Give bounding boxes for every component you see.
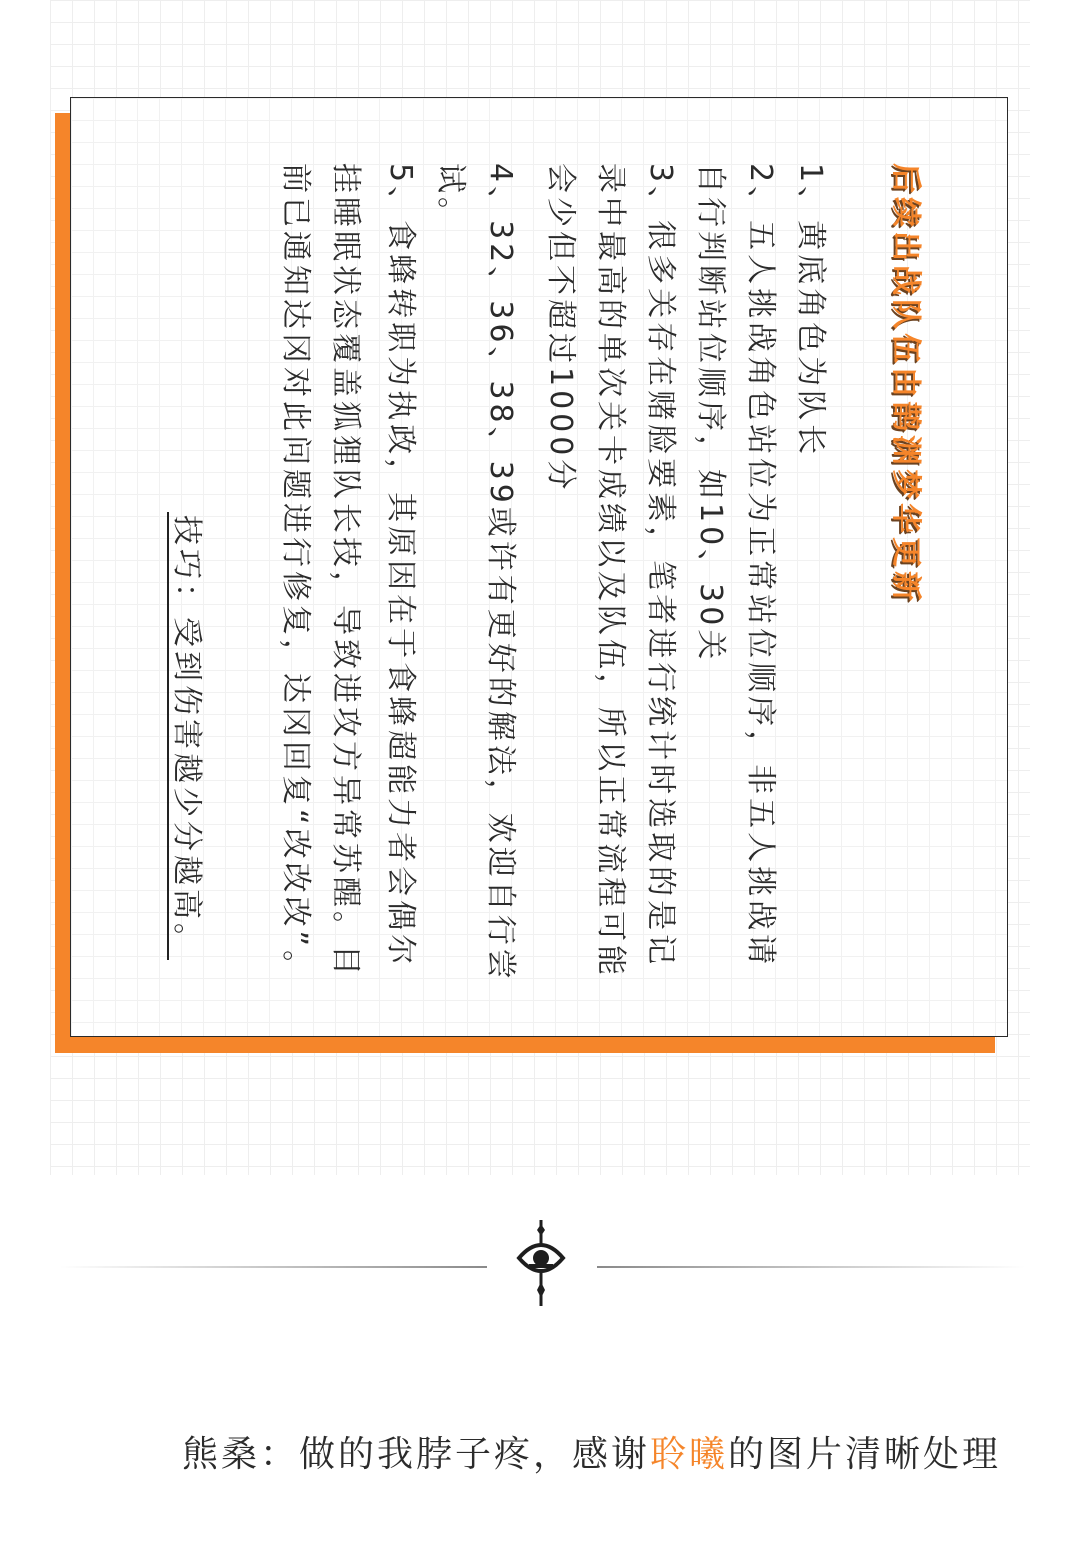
footer-credit: [182, 1430, 1001, 1480]
note-line-10: 挂睡眠状态覆盖狐狸队长技，导致进攻方异常苏醒。目: [328, 163, 363, 979]
note-line-2: 2、五人挑战角色站位为正常站位顺序，非五人挑战请: [743, 163, 778, 969]
divider-right: [597, 1266, 1025, 1268]
note-line-7: 4、32、36、38、39或许有更好的解法，欢迎自行尝: [483, 163, 518, 983]
note-line-1: 1、黄底角色为队长: [793, 163, 828, 459]
note-line-8: 试。: [433, 163, 468, 231]
note-line-5: 录中最高的单次关卡成绩以及队伍，所以正常流程可能: [593, 163, 628, 979]
note-line-3: 自行判断站位顺序，如10、30关: [693, 163, 728, 664]
eye-ornament-icon: [511, 1218, 571, 1308]
footer-highlight-name: 聆曦: [650, 1434, 729, 1475]
footer-suffix: 的图片清晰处理: [728, 1434, 1002, 1475]
tip-text: 技巧：受到伤害越少分越高。: [167, 512, 203, 960]
note-line-11: 前已通知达冈对此问题进行修复，达冈回复“改改改”。: [278, 163, 313, 985]
footer-prefix: 熊桑：做的我脖子疼，感谢: [182, 1434, 651, 1475]
note-line-6: 会少但不超过1000分: [543, 163, 578, 494]
card-title: 后续出战队伍由鹊渊梦华更新: [888, 163, 923, 605]
rotated-text-block: [169, 156, 930, 985]
divider-left: [60, 1266, 487, 1268]
note-line-4: 3、很多关存在赌脸要素，笔者进行统计时选取的是记: [643, 163, 678, 969]
note-line-9: 5、食蜂转职为执政，其原因在于食蜂超能力者会偶尔: [383, 163, 418, 969]
